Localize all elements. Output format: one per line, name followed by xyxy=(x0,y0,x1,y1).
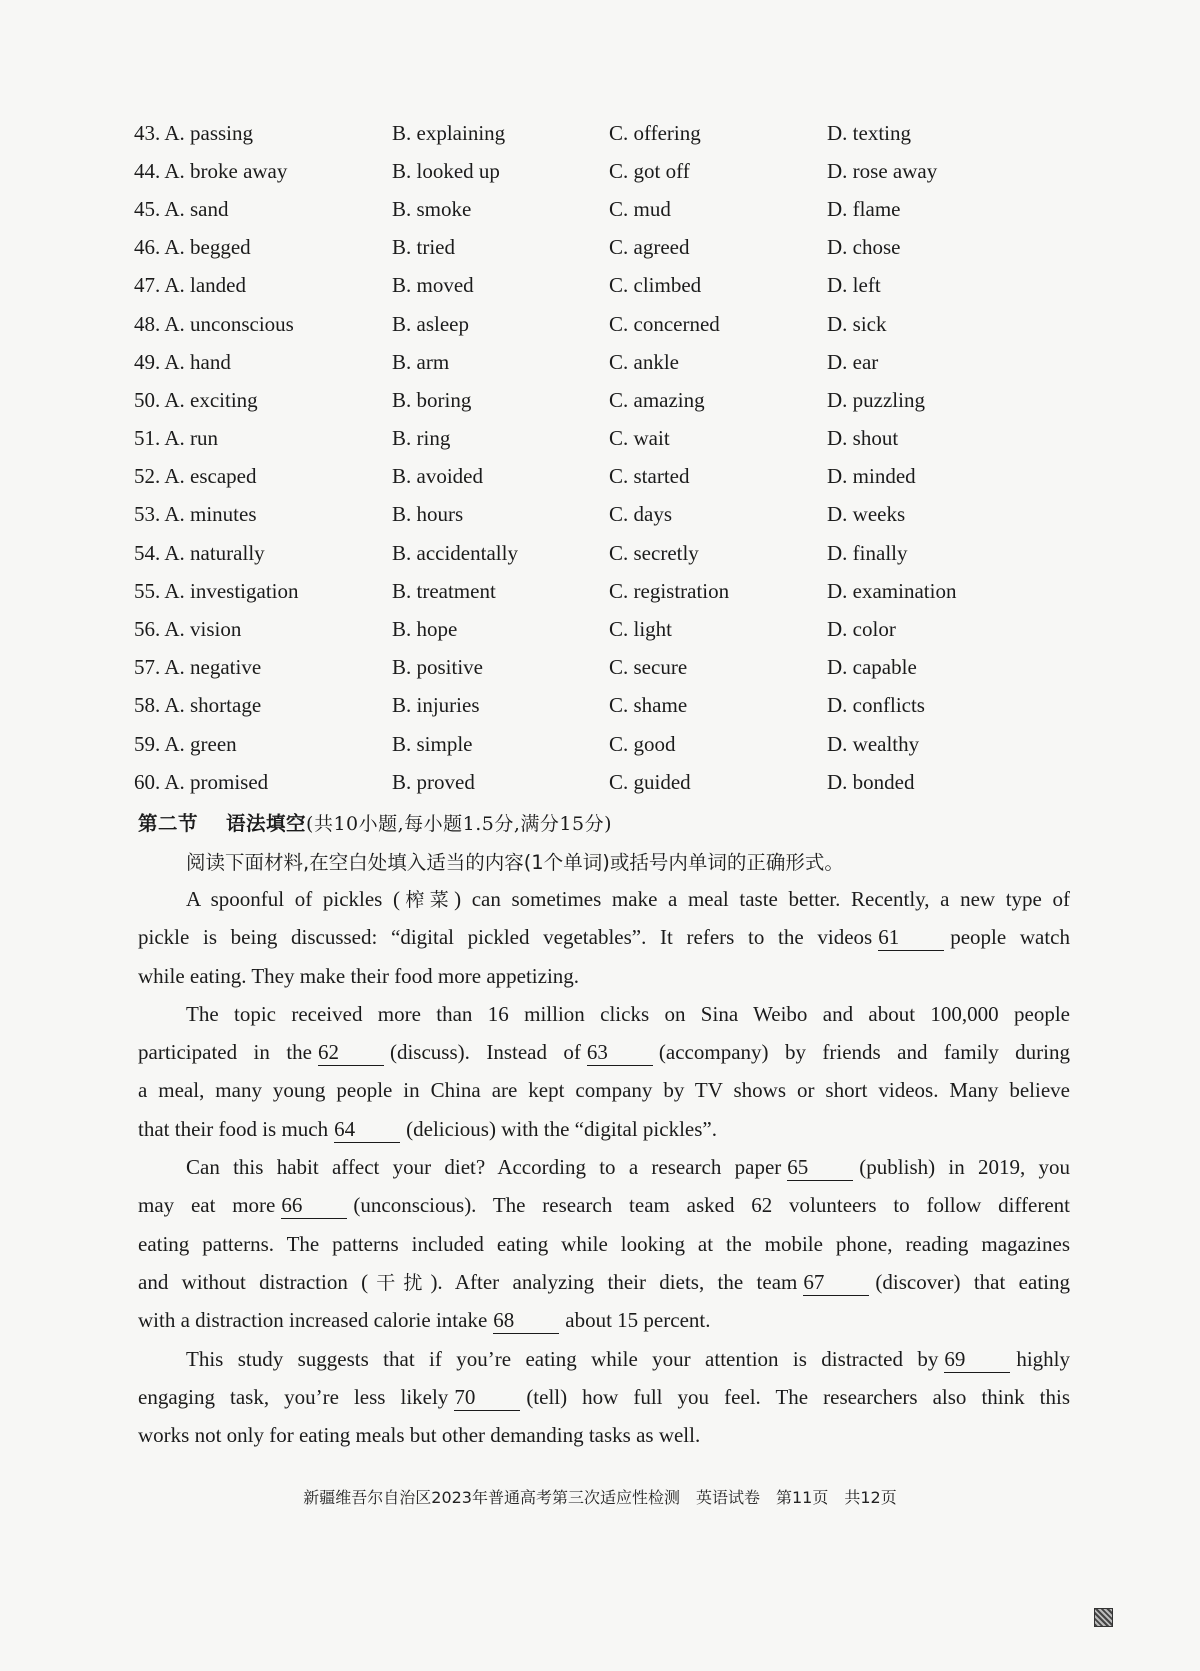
option-c: C. registration xyxy=(609,578,730,603)
option-b: B. smoke xyxy=(392,196,472,221)
question-number: 54. xyxy=(134,540,161,565)
question-number: 58. xyxy=(134,693,161,718)
option-b: B. accidentally xyxy=(392,540,518,565)
option-c: C. wait xyxy=(609,426,670,451)
option-a: A. vision xyxy=(164,617,242,642)
question-options-row xyxy=(134,381,1094,419)
blank-61: 61 xyxy=(878,924,944,951)
option-d: D. chose xyxy=(827,235,901,260)
passage-line: Can this habit affect your diet? According to a research paper 65 (publish) in 2019, you xyxy=(186,1155,1071,1180)
option-b: B. boring xyxy=(392,387,472,412)
option-a: A. unconscious xyxy=(164,311,294,336)
blank-64: 64 xyxy=(334,1116,400,1143)
option-d: D. puzzling xyxy=(827,387,925,412)
option-c: C. mud xyxy=(609,196,671,221)
option-a: A. escaped xyxy=(164,464,257,489)
option-c: C. secure xyxy=(609,655,688,680)
option-b: B. arm xyxy=(392,349,450,374)
section-detail: (共10小题,每小题1.5分,满分15分) xyxy=(306,813,613,835)
passage-line: participated in the 62 (discuss). Instead of 63 (accompany) by friends and family during xyxy=(138,1040,1071,1065)
option-b: B. hope xyxy=(392,617,458,642)
question-number: 52. xyxy=(134,464,161,489)
question-options-row xyxy=(134,420,1094,458)
option-a: A. green xyxy=(164,731,237,756)
option-d: D. color xyxy=(827,617,896,642)
passage-line: a meal, many young people in China are kept company by TV shows or short videos. Many believe xyxy=(138,1078,1070,1103)
option-d: D. left xyxy=(827,273,881,298)
question-number: 59. xyxy=(134,731,161,756)
question-options-row xyxy=(134,725,1094,763)
option-b: B. injuries xyxy=(392,693,480,718)
option-c: C. ankle xyxy=(609,349,679,374)
option-a: A. minutes xyxy=(164,502,257,527)
blank-65: 65 xyxy=(787,1154,853,1181)
blank-68: 68 xyxy=(493,1307,559,1334)
passage-line: may eat more 66 (unconscious). The research team asked 62 volunteers to follow different xyxy=(138,1193,1070,1218)
question-options-row xyxy=(134,229,1094,267)
section-label: 第二节 xyxy=(138,812,199,835)
option-a: A. exciting xyxy=(164,387,258,412)
question-number: 56. xyxy=(134,617,161,642)
option-d: D. sick xyxy=(827,311,887,336)
question-number: 60. xyxy=(134,769,161,794)
section-instruction: 阅读下面材料,在空白处填入适当的内容(1个单词)或括号内单词的正确形式。 xyxy=(186,851,844,874)
option-c: C. secretly xyxy=(609,540,699,565)
option-d: D. finally xyxy=(827,540,908,565)
option-d: D. capable xyxy=(827,655,917,680)
option-b: B. asleep xyxy=(392,311,469,336)
option-d: D. weeks xyxy=(827,502,906,527)
question-number: 45. xyxy=(134,196,161,221)
passage-line: This study suggests that if you’re eating while your attention is distracted by 69 highly xyxy=(186,1346,1070,1371)
option-c: C. agreed xyxy=(609,235,690,260)
page-footer: 新疆维吾尔自治区2023年普通高考第三次适应性检测 英语试卷 第11页 共12页 xyxy=(303,1488,897,1507)
option-c: C. guided xyxy=(609,769,691,794)
option-c: C. offering xyxy=(609,120,701,145)
question-options-row xyxy=(134,114,1094,152)
option-d: D. ear xyxy=(827,349,879,374)
question-options-row xyxy=(134,190,1094,228)
option-c: C. climbed xyxy=(609,273,702,298)
option-c: C. got off xyxy=(609,158,690,183)
question-options-row xyxy=(134,152,1094,190)
option-d: D. shout xyxy=(827,426,899,451)
option-b: B. positive xyxy=(392,655,484,680)
question-number: 57. xyxy=(134,655,161,680)
option-d: D. wealthy xyxy=(827,731,920,756)
option-d: D. minded xyxy=(827,464,916,489)
option-c: C. good xyxy=(609,731,676,756)
option-a: A. broke away xyxy=(164,158,288,183)
question-number: 49. xyxy=(134,349,161,374)
option-a: A. naturally xyxy=(164,540,265,565)
question-options-row xyxy=(134,572,1094,610)
blank-62: 62 xyxy=(318,1039,384,1066)
question-number: 48. xyxy=(134,311,161,336)
option-b: B. tried xyxy=(392,235,455,260)
question-number: 55. xyxy=(134,578,161,603)
option-c: C. days xyxy=(609,502,672,527)
blank-69: 69 xyxy=(944,1346,1010,1373)
question-options-row xyxy=(134,267,1094,305)
passage-line: pickle is being discussed: “digital pickled vegetables”. It refers to the videos 61 people watch xyxy=(138,925,1070,950)
question-number: 51. xyxy=(134,426,161,451)
passage-line: engaging task, you’re less likely 70 (tell) how full you feel. The researchers also think this xyxy=(138,1384,1070,1409)
section-heading xyxy=(138,808,612,836)
option-d: D. conflicts xyxy=(827,693,925,718)
passage-line: eating patterns. The patterns included eating while looking at the mobile phone, reading magazines xyxy=(138,1231,1070,1256)
scan-mark-icon xyxy=(1094,1608,1113,1627)
option-b: B. ring xyxy=(392,426,451,451)
question-options-row xyxy=(134,687,1094,725)
option-a: A. passing xyxy=(164,120,254,145)
option-b: B. moved xyxy=(392,273,474,298)
passage-line: that their food is much 64 (delicious) with the “digital pickles”. xyxy=(138,1116,717,1141)
passage-line: A spoonful of pickles (榨菜) can sometimes make a meal taste better. Recently, a new type of xyxy=(186,887,1070,911)
blank-66: 66 xyxy=(281,1192,347,1219)
question-options-row xyxy=(134,763,1094,801)
question-number: 44. xyxy=(134,158,161,183)
passage-line: and without distraction (干扰). After analyzing their diets, the team 67 (discover) that eating xyxy=(138,1269,1070,1294)
option-b: B. simple xyxy=(392,731,473,756)
section-name: 语法填空 xyxy=(226,812,307,835)
option-a: A. hand xyxy=(164,349,231,374)
grammar-passage xyxy=(138,880,1070,1454)
blank-63: 63 xyxy=(587,1039,653,1066)
option-c: C. concerned xyxy=(609,311,720,336)
option-c: C. shame xyxy=(609,693,688,718)
question-options-row xyxy=(134,496,1094,534)
question-number: 53. xyxy=(134,502,161,527)
cloze-options-list xyxy=(134,114,1094,801)
option-d: D. bonded xyxy=(827,769,915,794)
option-c: C. amazing xyxy=(609,387,705,412)
question-number: 43. xyxy=(134,120,161,145)
question-options-row xyxy=(134,649,1094,687)
question-number: 46. xyxy=(134,235,161,260)
option-b: B. hours xyxy=(392,502,464,527)
question-options-row xyxy=(134,458,1094,496)
passage-line: while eating. They make their food more appetizing. xyxy=(138,963,580,988)
option-d: D. texting xyxy=(827,120,911,145)
passage-line: works not only for eating meals but other demanding tasks as well. xyxy=(138,1423,701,1448)
option-b: B. treatment xyxy=(392,578,496,603)
option-a: A. run xyxy=(164,426,219,451)
option-d: D. rose away xyxy=(827,158,938,183)
option-c: C. started xyxy=(609,464,690,489)
option-b: B. explaining xyxy=(392,120,506,145)
option-b: B. avoided xyxy=(392,464,483,489)
question-options-row xyxy=(134,305,1094,343)
passage-line: with a distraction increased calorie intake 68 about 15 percent. xyxy=(138,1308,711,1333)
option-b: B. proved xyxy=(392,769,475,794)
option-a: A. investigation xyxy=(164,578,299,603)
option-d: D. flame xyxy=(827,196,901,221)
blank-67: 67 xyxy=(803,1269,869,1296)
question-number: 47. xyxy=(134,273,161,298)
passage-line: The topic received more than 16 million clicks on Sina Weibo and about 100,000 people xyxy=(186,1001,1070,1026)
option-a: A. shortage xyxy=(164,693,262,718)
option-a: A. promised xyxy=(164,769,269,794)
option-a: A. begged xyxy=(164,235,251,260)
question-options-row xyxy=(134,534,1094,572)
option-a: A. landed xyxy=(164,273,246,298)
blank-70: 70 xyxy=(454,1384,520,1411)
question-options-row xyxy=(134,610,1094,648)
option-a: A. negative xyxy=(164,655,262,680)
question-number: 50. xyxy=(134,387,161,412)
option-a: A. sand xyxy=(164,196,229,221)
option-c: C. light xyxy=(609,617,673,642)
option-d: D. examination xyxy=(827,578,957,603)
question-options-row xyxy=(134,343,1094,381)
option-b: B. looked up xyxy=(392,158,500,183)
